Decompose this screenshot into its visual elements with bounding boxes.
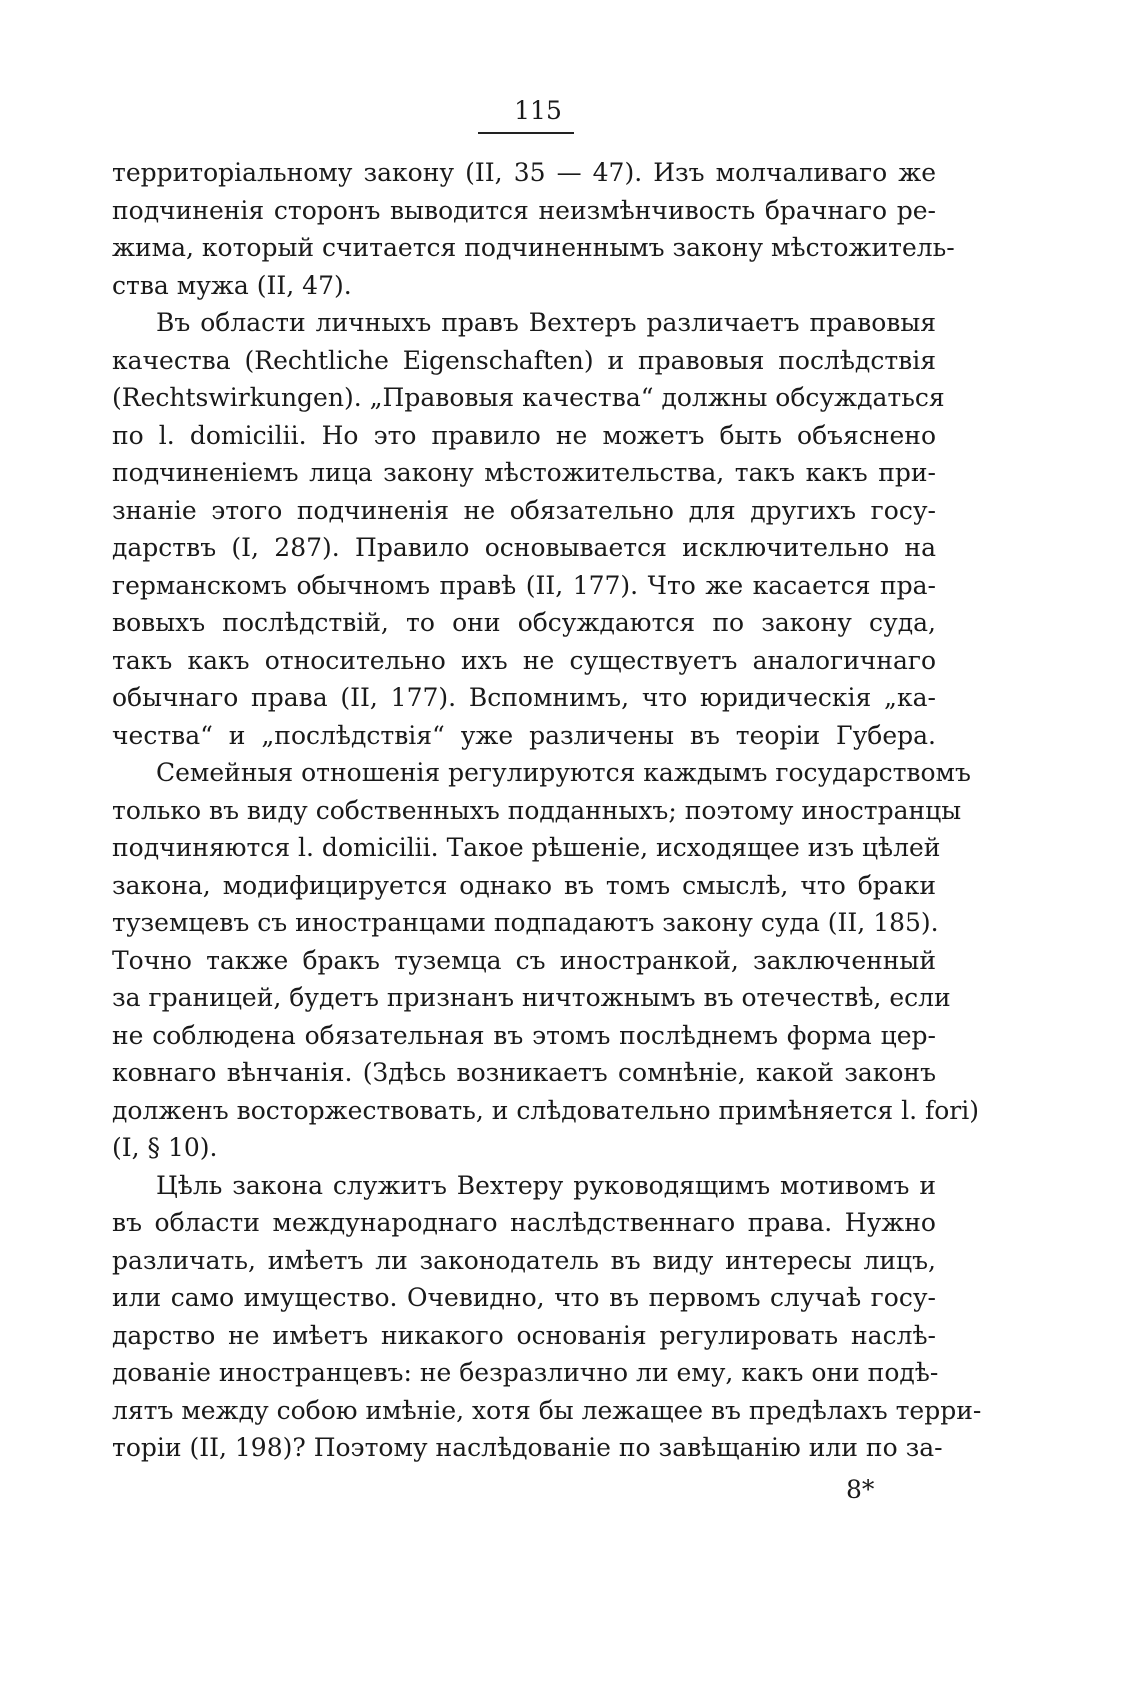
text-line: (I, § 10). bbox=[112, 1133, 218, 1162]
text-line: или само имущество. Очевидно, что въ первомъ случаѣ госу- bbox=[112, 1283, 936, 1312]
text-line: дарство не имѣетъ никакого основанія регулировать наслѣ- bbox=[112, 1320, 936, 1350]
text-line: такъ какъ относительно ихъ не существуетъ аналогичнаго bbox=[112, 645, 936, 675]
text-line: не соблюдена обязательная въ этомъ послѣднемъ форма цер- bbox=[112, 1020, 936, 1050]
text-line: вовыхъ послѣдствій, то они обсуждаются по закону суда, bbox=[112, 608, 936, 637]
text-line: чества“ и „послѣдствія“ уже различены въ теоріи Губера. bbox=[112, 720, 936, 750]
text-line: территоріальному закону (II, 35 — 47). Изъ молчаливаго же bbox=[112, 158, 936, 187]
text-line: Точно также бракъ туземца съ иностранкой, заключенный bbox=[112, 945, 936, 975]
text-line: за границей, будетъ признанъ ничтожнымъ въ отечествѣ, если bbox=[112, 983, 951, 1012]
text-line: закона, модифицируется однако въ томъ смыслѣ, что браки bbox=[112, 870, 936, 900]
text-line: подчиненія сторонъ выводится неизмѣнчивость брачнаго ре- bbox=[112, 195, 936, 225]
text-line: различать, имѣетъ ли законодатель въ виду интересы лицъ, bbox=[112, 1245, 936, 1275]
text-line: по l. domicilii. Но это правило не можетъ быть объяснено bbox=[112, 420, 936, 450]
page-number-rule bbox=[478, 132, 574, 134]
paragraph-first-line: Цѣль закона служитъ Вехтеру руководящимъ мотивомъ и bbox=[156, 1170, 936, 1200]
text-line: подчиненіемъ лица закону мѣстожительства, такъ какъ при- bbox=[112, 458, 936, 487]
text-line: только въ виду собственныхъ подданныхъ; поэтому иностранцы bbox=[112, 795, 962, 825]
text-line: ства мужа (II, 47). bbox=[112, 270, 352, 300]
paragraph-first-line: Въ области личныхъ правъ Вехтеръ различаетъ правовыя bbox=[156, 308, 936, 337]
text-line: качества (Rechtliche Eigenschaften) и правовыя послѣдствія bbox=[112, 345, 936, 375]
text-line: жима, который считается подчиненнымъ закону мѣстожитель- bbox=[112, 233, 955, 262]
text-line: германскомъ обычномъ правѣ (II, 177). Что же касается пра- bbox=[112, 570, 936, 600]
text-line: въ области международнаго наслѣдственнаго права. Нужно bbox=[112, 1208, 936, 1237]
signature-mark: 8* bbox=[846, 1475, 875, 1504]
text-line: дарствъ (I, 287). Правило основывается исключительно на bbox=[112, 533, 936, 562]
body-text bbox=[112, 154, 982, 1467]
page-number: 115 bbox=[514, 96, 562, 125]
text-line: долженъ восторжествовать, и слѣдовательно примѣняется l. fori) bbox=[112, 1095, 980, 1125]
text-line: обычнаго права (II, 177). Вспомнимъ, что юридическія „ка- bbox=[112, 683, 936, 712]
text-line: туземцевъ съ иностранцами подпадаютъ закону суда (II, 185). bbox=[112, 908, 939, 937]
text-line: подчиняются l. domicilii. Такое рѣшеніе, исходящее изъ цѣлей bbox=[112, 833, 941, 862]
paragraph-first-line: Семейныя отношенія регулируются каждымъ государствомъ bbox=[156, 758, 971, 787]
text-line: лятъ между собою имѣніе, хотя бы лежащее въ предѣлахъ терри- bbox=[112, 1395, 982, 1425]
text-line: (Rechtswirkungen). „Правовыя качества“ должны обсуждаться bbox=[112, 383, 945, 412]
text-line: дованіе иностранцевъ: не безразлично ли ему, какъ они подѣ- bbox=[112, 1358, 939, 1387]
text-line: торіи (II, 198)? Поэтому наслѣдованіе по завѣщанію или по за- bbox=[112, 1433, 943, 1462]
text-line: ковнаго вѣнчанія. (Здѣсь возникаетъ сомнѣніе, какой законъ bbox=[112, 1058, 936, 1087]
text-line: знаніе этого подчиненія не обязательно для другихъ госу- bbox=[112, 495, 936, 525]
